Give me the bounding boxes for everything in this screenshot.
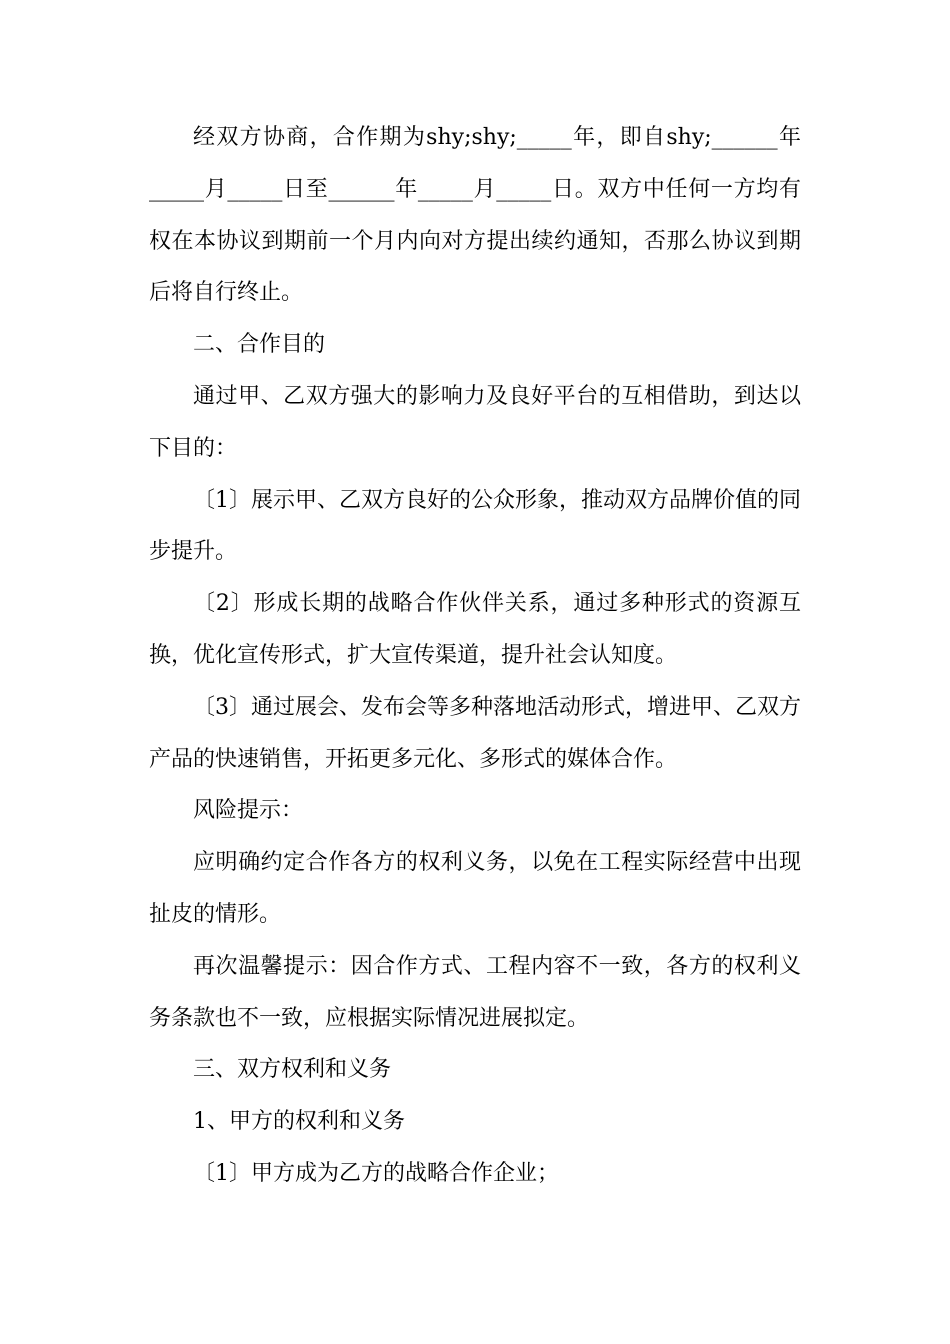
list-item-purpose-2: 〔2〕形成长期的战略合作伙伴关系，通过多种形式的资源互换，优化宣传形式，扩大宣传渠道，提升社会认知度。: [149, 591, 801, 668]
section-heading-rights: 三、双方权利和义务: [193, 1057, 392, 1083]
risk-notice-heading: 风险提示：: [193, 798, 304, 824]
list-item-party-a-1: 〔1〕甲方成为乙方的战略合作企业；: [193, 1160, 559, 1186]
section-heading-purpose: 二、合作目的: [193, 332, 326, 358]
document-page: [149, 112, 801, 1200]
paragraph-reminder: 再次温馨提示：因合作方式、工程内容不一致，各方的权利义务条款也不一致，应根据实际情况进展拟定。: [149, 953, 801, 1031]
list-item-purpose-1: 〔1〕展示甲、乙双方良好的公众形象，推动双方品牌价值的同步提升。: [149, 487, 801, 565]
paragraph-risk-notice: 应明确约定合作各方的权利义务，以免在工程实际经营中出现扯皮的情形。: [149, 850, 801, 927]
paragraph-purpose-intro: 通过甲、乙双方强大的影响力及良好平台的互相借助，到达以下目的：: [149, 383, 801, 461]
list-item-purpose-3: 〔3〕通过展会、发布会等多种落地活动形式，增进甲、乙双方产品的快速销售，开拓更多元化、多形式的媒体合作。: [149, 694, 801, 772]
paragraph-term: 经双方协商，合作期为shy;shy;_____年，即自shy;______年_____月_____日至______年_____月_____日。双方中任何一方均有权在本协议到期前一个月内向对方提出续约通知，否那么协议到期后将自行终止。: [149, 125, 801, 306]
subsection-heading-party-a: 1、甲方的权利和义务: [193, 1109, 405, 1135]
